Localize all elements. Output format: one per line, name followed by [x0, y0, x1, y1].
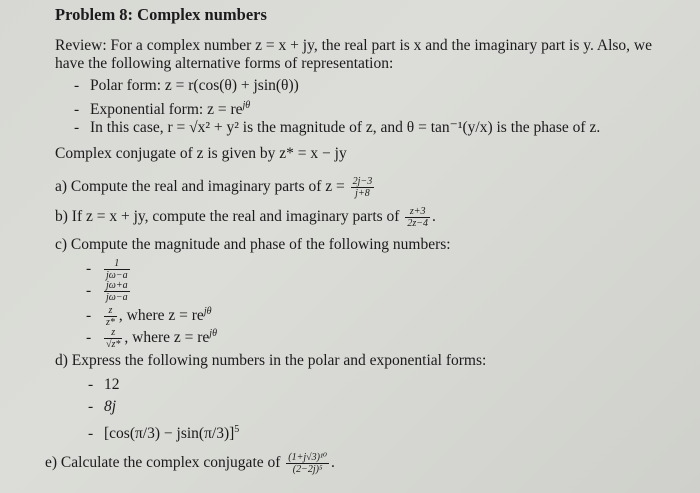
dash-bullet: - — [74, 77, 80, 94]
part-a-fraction — [351, 176, 375, 199]
dash-bullet: - — [86, 307, 92, 324]
dash-bullet: - — [86, 260, 92, 278]
part-e-tail: . — [330, 454, 335, 472]
conjugate-definition: Complex conjugate of z is given by z* = x − jy — [55, 145, 347, 162]
fraction-denominator: jω−a — [106, 270, 128, 281]
fraction-numerator: 2j−3 — [352, 176, 373, 187]
d-item-3 — [88, 421, 239, 443]
form-exponential-text: Exponential form: z = re — [90, 101, 243, 118]
part-c: c) Compute the magnitude and phase of the following numbers: — [55, 236, 451, 253]
fraction-denominator: √z* — [106, 338, 121, 350]
fraction-numerator: 1 — [114, 258, 120, 269]
dash-bullet: - — [88, 376, 94, 393]
fraction-denominator: (2−2j)⁵ — [286, 463, 329, 475]
part-e — [45, 452, 335, 475]
problem-title: Problem 8: Complex numbers — [55, 5, 267, 24]
part-e-fraction — [286, 452, 329, 475]
fraction-numerator: z — [108, 304, 113, 316]
c-item-1 — [86, 258, 132, 281]
c-item-3-tail: , where z = re — [118, 307, 204, 324]
form-polar-text: Polar form: z = r(cos(θ) + jsin(θ)) — [90, 77, 299, 94]
fraction-numerator: z — [111, 326, 116, 338]
fraction-denominator: jω−a — [106, 292, 128, 303]
dash-bullet: - — [74, 101, 80, 118]
fraction-denominator: j+8 — [351, 187, 375, 199]
review-line-1: Review: For a complex number z = x + jy, the real part is x and the imaginary part is y. Also, we — [55, 37, 653, 54]
d-item-3-text: [cos(π/3) − jsin(π/3)] — [104, 425, 235, 442]
part-b-text: b) If z = x + jy, compute the real and imaginary parts of — [55, 208, 400, 226]
form-magnitude-phase — [74, 119, 600, 137]
dash-bullet: - — [86, 329, 92, 346]
part-b-fraction — [405, 206, 430, 229]
fraction-denominator: z* — [106, 316, 115, 328]
c-item-2-fraction — [104, 280, 130, 303]
part-a — [55, 176, 376, 199]
part-b — [55, 206, 436, 229]
c-item-4-tail: , where z = re — [124, 329, 210, 346]
fraction-numerator: z+3 — [409, 206, 426, 217]
d-item-2 — [88, 398, 116, 416]
exponent: jθ — [203, 306, 212, 317]
fraction-numerator: (1+j√3)¹⁰ — [288, 452, 327, 463]
dash-bullet: - — [88, 398, 94, 415]
form-magnitude-phase-text: In this case, r = √x² + y² is the magnitude of z, and θ = tan⁻¹(y/x) is the phase of z. — [90, 119, 601, 136]
d-item-2-text: 8j — [104, 398, 117, 415]
review-line-2: have the following alternative forms of representation: — [55, 55, 394, 72]
fraction-denominator: 2z−4 — [407, 218, 428, 229]
form-polar — [74, 77, 299, 95]
form-exponential — [74, 97, 250, 119]
c-item-4 — [86, 325, 217, 350]
exponent: jθ — [242, 100, 251, 111]
exponent: jθ — [209, 328, 217, 339]
part-b-tail: . — [431, 208, 436, 226]
c-item-2 — [86, 280, 132, 303]
dash-bullet: - — [74, 119, 80, 136]
part-e-text: e) Calculate the complex conjugate of — [45, 454, 281, 472]
exponent: 5 — [234, 424, 240, 435]
part-d: d) Express the following numbers in the polar and exponential forms: — [55, 352, 487, 369]
dash-bullet: - — [88, 425, 94, 442]
c-item-1-fraction — [104, 258, 130, 281]
d-item-1 — [88, 376, 120, 394]
part-a-text: a) Compute the real and imaginary parts of z = — [55, 178, 345, 196]
c-item-4-fraction — [104, 327, 122, 350]
d-item-1-text: 12 — [104, 376, 120, 393]
dash-bullet: - — [86, 282, 92, 300]
fraction-numerator: jω+a — [106, 280, 128, 291]
